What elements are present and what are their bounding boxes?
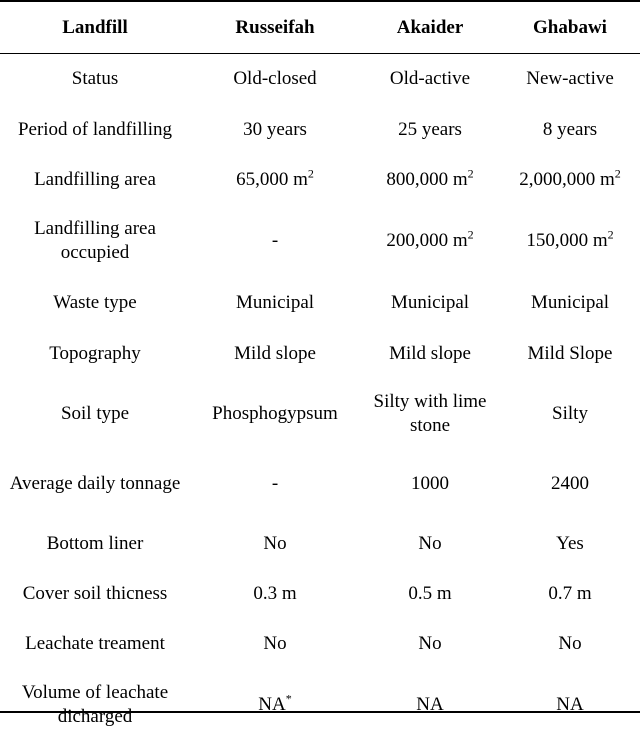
table-row	[0, 569, 640, 619]
header-ghabawi: Ghabawi	[533, 16, 607, 38]
row-label: Topography	[49, 343, 141, 364]
superscript: 2	[467, 227, 474, 242]
cell: -	[271, 473, 279, 494]
table-row	[0, 449, 640, 519]
cell	[190, 205, 360, 277]
cell: 0.3 m	[253, 583, 297, 604]
row-label: Landfilling area occupied	[34, 218, 156, 263]
cell	[360, 205, 500, 277]
cell	[500, 669, 640, 741]
superscript: 2	[307, 166, 314, 181]
cell: Mild Slope	[527, 343, 613, 364]
table-row	[0, 277, 640, 329]
cell	[500, 205, 640, 277]
cell: Silty with lime stone	[373, 391, 487, 436]
row-label: Period of landfilling	[17, 119, 173, 140]
superscript: 2	[607, 227, 614, 242]
cell: Old-active	[389, 68, 471, 89]
table-row	[0, 155, 640, 205]
cell-value: 2,000,000 m	[519, 169, 615, 190]
cell: No	[263, 533, 287, 554]
superscript: 2	[614, 166, 621, 181]
cell: 0.5 m	[408, 583, 452, 604]
table-row	[0, 53, 640, 105]
cell	[360, 155, 500, 205]
cell: 0.7 m	[548, 583, 592, 604]
data-table	[0, 2, 640, 741]
cell-value: 800,000 m	[386, 169, 468, 190]
cell: No	[558, 633, 582, 654]
cell-value: 150,000 m	[526, 230, 608, 251]
cell-value: NA	[258, 694, 286, 715]
table-row	[0, 519, 640, 569]
table-row	[0, 205, 640, 277]
table-row	[0, 379, 640, 449]
row-label: Leachate treament	[25, 633, 165, 654]
cell: Municipal	[390, 292, 470, 313]
cell: 2400	[551, 473, 589, 494]
row-label: Waste type	[53, 292, 137, 313]
row-label: Volume of leachate dicharged	[21, 682, 169, 727]
cell	[190, 155, 360, 205]
cell: Municipal	[235, 292, 315, 313]
cell: Old-closed	[233, 68, 317, 89]
superscript: 2	[467, 166, 474, 181]
cell	[190, 669, 360, 741]
cell: No	[418, 633, 442, 654]
header-landfill: Landfill	[62, 16, 128, 38]
cell: No	[418, 533, 442, 554]
cell: 8 years	[542, 119, 598, 140]
cell: Yes	[556, 533, 584, 554]
cell: 1000	[411, 473, 449, 494]
row-label: Landfilling area	[34, 169, 156, 190]
cell: Mild slope	[389, 343, 471, 364]
row-label: Status	[71, 68, 119, 89]
cell: Silty	[552, 403, 588, 424]
row-label: Cover soil thicness	[22, 583, 168, 604]
cell-value: 200,000 m	[386, 230, 468, 251]
header-russeifah: Russeifah	[235, 16, 315, 38]
cell: 25 years	[398, 119, 462, 140]
cell: No	[263, 633, 287, 654]
table-row	[0, 105, 640, 155]
cell: Municipal	[530, 292, 610, 313]
row-label: Soil type	[60, 403, 130, 424]
table-row	[0, 619, 640, 669]
cell-value: 65,000 m	[236, 169, 308, 190]
table-row	[0, 329, 640, 379]
table-row	[0, 669, 640, 741]
cell: New-active	[526, 68, 614, 89]
row-label: Average daily tonnage	[9, 473, 181, 494]
cell	[500, 155, 640, 205]
cell: 30 years	[243, 119, 307, 140]
cell: Phosphogypsum	[212, 403, 338, 424]
header-akaider: Akaider	[396, 16, 464, 38]
cell	[360, 669, 500, 741]
cell: Mild slope	[234, 343, 316, 364]
cell-value: NA	[416, 694, 444, 715]
cell-value: -	[271, 230, 279, 251]
header-row	[0, 2, 640, 53]
cell-value: NA	[556, 694, 584, 715]
row-label: Bottom liner	[46, 533, 144, 554]
superscript: *	[285, 691, 292, 706]
